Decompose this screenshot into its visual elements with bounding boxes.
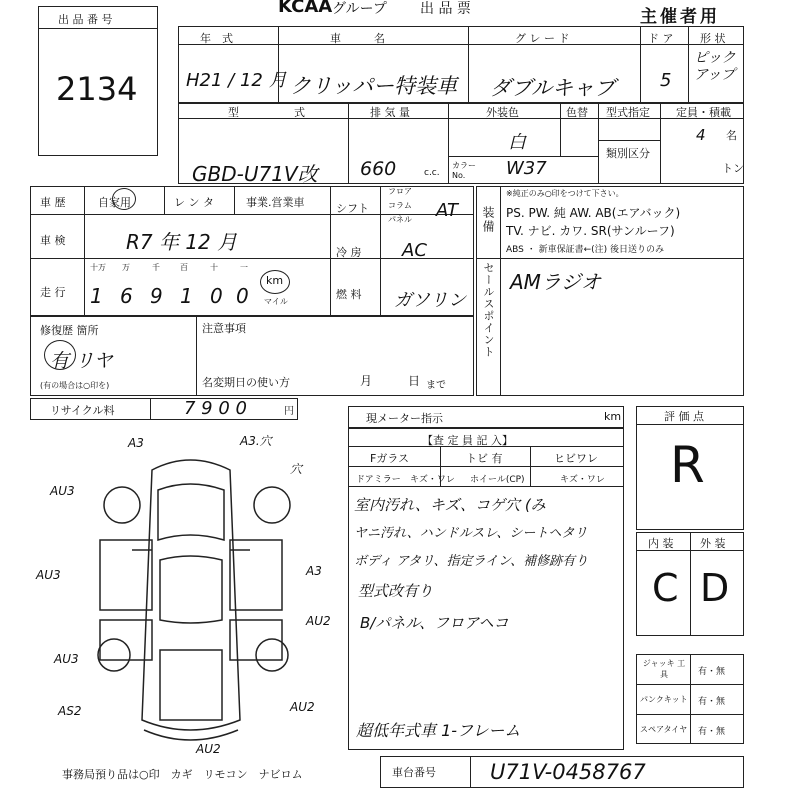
capacity-value: 4	[696, 126, 706, 144]
equipment-line-2: TV. ナビ. カワ. SR(サンルーフ)	[506, 224, 675, 238]
mileage-mile: マイル	[264, 297, 288, 306]
notes-label: 注意事項	[202, 322, 246, 335]
inspector-label: 【査 定 員 記 入】	[422, 434, 513, 447]
car-name-value: クリッパー特装車	[290, 74, 458, 98]
color-number-value: W37	[506, 158, 547, 179]
diagram-mark-2: A3.穴	[240, 434, 272, 448]
type-spec-label: 型式指定	[606, 106, 650, 119]
displacement-unit: c.c.	[424, 168, 440, 178]
color-label: 外装色	[486, 106, 519, 119]
mileage-unit-4: 百	[180, 263, 188, 272]
spare-label: スペアタイヤ	[640, 725, 688, 734]
damage-diagram	[40, 430, 360, 770]
sales-point-label: セールスポイント	[482, 262, 495, 358]
mileage-unit-3: 千	[152, 263, 160, 272]
kizu2-label: キズ・ワレ	[560, 475, 605, 485]
jack-option: 有・無	[698, 667, 726, 677]
history-label: 車 歴	[40, 196, 66, 209]
diagram-mark-10: AU2	[290, 700, 315, 714]
color-change-label: 色替	[566, 106, 588, 119]
spare-option: 有・無	[698, 727, 726, 737]
classification-label: 類別区分	[606, 147, 650, 160]
diagram-mark-1: A3	[128, 436, 144, 450]
date-day: 日	[408, 374, 421, 388]
equipment-line-3: ABS ・ 新車保証書←(注) 後日送りのみ	[506, 245, 665, 255]
shift-floor: フロア	[388, 187, 412, 196]
history-private: 自家用	[98, 196, 131, 209]
mileage-unit-6: 一	[240, 263, 248, 272]
wheel-label: ホイール(CP)	[470, 475, 525, 485]
shift-label: シフト	[336, 202, 369, 215]
exterior-label: 外 装	[700, 537, 726, 550]
diagram-mark-3: 穴	[290, 462, 303, 476]
header-title: 出 品 票	[420, 1, 471, 17]
diagram-mark-9: AS2	[58, 704, 82, 718]
chassis-value: U71V-0458767	[490, 760, 646, 784]
mileage-unit-5: 十	[210, 263, 218, 272]
inspector-line-5: B/パネル、フロアヘコ	[360, 614, 509, 632]
capacity-unit: 名	[726, 129, 737, 142]
equipment-line-1: PS. PW. 純 AW. AB(エアバック)	[506, 206, 681, 220]
model-label: 型 式	[228, 106, 305, 119]
grade-label: グ レ ー ド	[515, 32, 570, 45]
mileage-digit-6: 0	[236, 284, 249, 308]
inspector-line-4: 型式改有り	[358, 582, 434, 600]
car-name-label: 車 名	[330, 32, 385, 45]
shape-label: 形 状	[700, 32, 726, 45]
mileage-unit-2: 万	[122, 263, 130, 272]
lot-number-label: 出 品 番 号	[58, 13, 113, 26]
diagram-mark-7: AU2	[306, 614, 331, 628]
history-rental: レ ン タ	[174, 196, 214, 209]
mirror-label: ドアミラー	[356, 475, 401, 485]
model-value: GBD-U71V改	[192, 162, 318, 186]
meter-unit: km	[604, 410, 622, 423]
color-number-prefix: カラー No.	[452, 161, 476, 180]
diagram-mark-5: AU3	[36, 568, 61, 582]
ton-unit: トン	[722, 162, 744, 175]
capacity-label: 定員・積載	[676, 106, 731, 119]
inspector-line-3: ボディ アタリ、指定ライン、補修跡有り	[354, 554, 589, 569]
door-label: ド ア	[648, 32, 674, 45]
interior-label: 内 装	[648, 537, 674, 550]
kit-label: パンクキット	[640, 695, 688, 704]
inspector-line-2: ヤニ汚れ、ハンドルスレ、シートヘタリ	[354, 526, 588, 541]
mileage-digit-3: 9	[150, 284, 163, 308]
kizu-label: キズ・ワレ	[410, 475, 455, 485]
date-month: 月	[360, 374, 373, 388]
chassis-label: 車台番号	[392, 766, 436, 779]
score-value: R	[670, 436, 705, 494]
mileage-digit-4: 1	[180, 284, 193, 308]
recycle-label: リサイクル料	[50, 404, 115, 417]
repair-circle	[44, 340, 76, 370]
fglass-label: Fガラス	[370, 452, 409, 465]
office-note: 事務局預り品は○印 カギ リモコン ナビロム	[62, 768, 303, 781]
shift-column: コラム	[388, 201, 412, 210]
shift-panel: パネル	[388, 215, 412, 224]
date-until: まで	[426, 380, 446, 391]
fuel-value: ガソリン	[394, 290, 466, 311]
displacement-label: 排 気 量	[370, 106, 410, 119]
inspection-label: 車 検	[40, 234, 66, 247]
mileage-digit-2: 6	[120, 284, 133, 308]
year-value: H21 / 12 月	[186, 70, 287, 91]
fuel-label: 燃 料	[336, 288, 362, 301]
shape-value: ピック アップ	[694, 50, 736, 83]
sales-point-value: AMラジオ	[510, 270, 601, 294]
jack-label: ジャッキ 工 具	[642, 659, 686, 679]
repair-label: 修復歴 箇所	[40, 324, 99, 337]
repair-note: (有の場合は○印を)	[40, 381, 110, 390]
shift-value: AT	[436, 200, 458, 221]
meter-label: 現メーター指示	[366, 412, 443, 425]
organizer-label: 主催者用	[640, 7, 720, 27]
header-group: グループ	[332, 1, 387, 17]
equipment-note: ※純正のみ○印をつけて下さい。	[506, 189, 624, 198]
inspector-line-1: 室内汚れ、キズ、コゲ穴 (み	[354, 496, 546, 514]
repair-value: 有 リヤ	[50, 350, 113, 372]
diagram-mark-4: AU3	[50, 484, 75, 498]
grade-value: ダブルキャブ	[490, 76, 616, 100]
recycle-unit: 円	[284, 406, 294, 417]
mileage-km: km	[266, 274, 284, 287]
ac-label: 冷 房	[336, 246, 362, 259]
door-value: 5	[660, 70, 672, 91]
equipment-label: 装備	[481, 206, 495, 234]
color-value: 白	[508, 132, 526, 153]
inspector-last-line: 超低年式車 1-フレーム	[356, 721, 521, 740]
hibiware-label: ヒビワレ	[554, 452, 598, 465]
ac-value: AC	[402, 240, 427, 261]
mileage-digit-5: 0	[210, 284, 223, 308]
header-logo: KCAA	[278, 0, 333, 17]
date-label: 名変期日の使い方	[202, 376, 290, 389]
diagram-mark-6: A3	[306, 564, 322, 578]
diagram-mark-8: AU3	[54, 652, 79, 666]
inspection-value: R7 年 12 月	[126, 230, 238, 254]
recycle-value: 7 9 0 0	[184, 398, 247, 419]
exterior-value: D	[700, 566, 730, 610]
history-commercial: 事業.営業車	[246, 196, 305, 209]
kit-option: 有・無	[698, 697, 726, 707]
mileage-unit-1: 十万	[90, 263, 106, 272]
tobi-label: トビ 有	[466, 452, 503, 465]
year-label: 年 式	[200, 32, 233, 45]
history-circle	[112, 188, 136, 210]
diagram-mark-11: AU2	[196, 742, 221, 756]
interior-value: C	[652, 566, 679, 610]
lot-number-value: 2134	[56, 70, 138, 108]
mileage-digit-1: 1	[90, 284, 103, 308]
score-label: 評 価 点	[664, 410, 704, 423]
mileage-label: 走 行	[40, 286, 66, 299]
displacement-value: 660	[360, 158, 397, 180]
